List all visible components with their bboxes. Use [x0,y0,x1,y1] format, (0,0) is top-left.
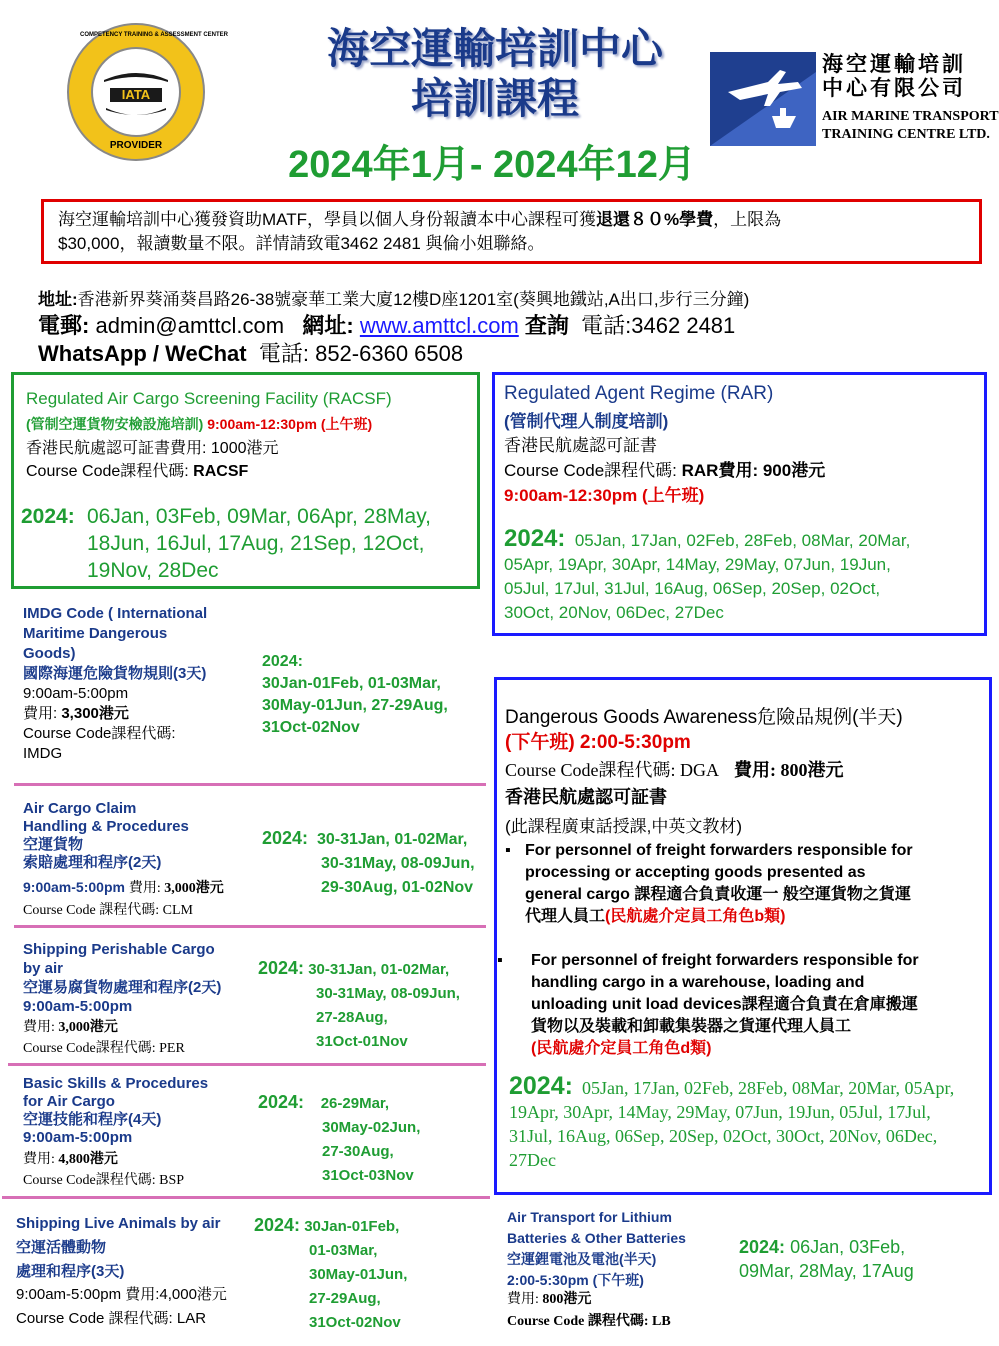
dga-time: (下午班) 2:00-5:30pm [505,732,691,753]
racsf-code: Course Code課程代碼: RACSF [26,463,249,480]
dga-dates: 2024: 05Jan, 17Jan, 02Feb, 28Feb, 08Mar, 20Mar, 05Apr, 19Apr, 30Apr, 14May, 29May, 07Jun, 19Jun, 05Jul, 17Jul, 31Jul, 16Aug, 06Sep, 20Sep, 02Oct, 30Oct, 20Nov, 06Dec, 27Dec [509,1072,955,1170]
per-details: 費用: 3,000港元 Course Code課程代碼: PER [23,1020,185,1056]
social-phone-label: 電話: [258,341,309,366]
bsp-dates: 2024: 26-29Mar, 30May-02Jun, 27-30Aug, 31Oct-03Nov [258,1092,421,1184]
dga-bullet-2: ▪ For personnel of freight forwarders responsible for handling cargo in a warehouse, loading and unloading unit load devices課程適合負責在倉庫搬運 貨物以及裝載和卸載集裝器之貨運代理人員工 (民航處介定員工角色d類) [497,952,919,1057]
lar-title: Shipping Live Animals by air 空運活體動物 處理和程序(3天) [16,1215,221,1280]
phone-text: 3462 2481 [631,313,736,338]
racsf-title-en: Regulated Air Cargo Screening Facility (RACSF) [26,389,392,408]
bsp-details: 費用: 4,800港元 Course Code課程代碼: BSP [23,1152,185,1188]
social-phone: 852-6360 6508 [315,341,464,366]
title-line-2: 培訓課程 [410,75,579,122]
address-line [38,285,749,310]
divider [14,783,486,786]
imdg-details: 9:00am-5:00pm 費用: 3,300港元 Course Code課程代碼: IMDG [23,685,176,762]
iata-ring-text: COMPETENCY TRAINING & ASSESSMENT CENTER [80,32,229,38]
company-name-cn-1: 海空運輸培訓 [822,52,966,76]
racsf-dates: 06Jan, 03Feb, 09Mar, 06Apr, 28May, 18Jun, 16Jul, 17Aug, 21Sep, 12Oct, 19Nov, 28Dec [87,505,431,582]
address-text: 香港新界葵涌葵昌路26-38號豪華工業大廈12樓D座1201室(葵興地鐵站,A出口,步行三分鐘) [77,290,750,309]
clm-title: Air Cargo Claim Handling & Procedures 空運貨物 索賠處理和程序(2天) [23,800,189,871]
rar-course-box [492,372,987,636]
social-line [38,337,463,368]
dga-bullet-1: ▪ For personnel of freight forwarders responsible for processing or accepting goods presented as general cargo 課程適合負責收運一 般空運貨物之貨運 代理人員工(民航處介定員工角色b類) [505,842,913,925]
per-dates: 2024: 30-31Jan, 01-02Mar, 30-31May, 08-09Jun, 27-28Aug, 31Oct-01Nov [258,958,460,1050]
website-link[interactable]: www.amttcl.com [359,313,519,338]
enquiry-label: 查詢 [524,313,569,338]
dga-cert: 香港民航處認可証書 [505,787,667,807]
lar-details: 9:00am-5:00pm 費用:4,000港元 Course Code 課程代碼: LAR [16,1286,227,1327]
dga-title: Dangerous Goods Awareness危險品規例(半天) [505,707,903,728]
rar-title-cn: (管制代理人制度培訓) [504,412,669,431]
email-line [38,309,735,340]
racsf-time: 9:00am-12:30pm (上午班) [207,416,373,432]
bsp-title: Basic Skills & Procedures for Air Cargo 空運技能和程序(4天) 9:00am-5:00pm [23,1075,209,1146]
dga-note: (此課程廣東話授課,中英文教材) [505,817,743,836]
lb-details: 費用: 800港元 Course Code 課程代碼: LB [507,1292,671,1329]
period-title: 2024年1月- 2024年12月 [288,144,696,186]
divider [2,1196,490,1199]
subsidy-notice [41,199,982,264]
per-title: Shipping Perishable Cargo by air 空運易腐貨物處理和程序(2天) 9:00am-5:00pm [23,941,222,1015]
iata-center-text: IATA [121,87,151,102]
address-label: 地址: [38,290,78,309]
email-text: admin@amttcl.com [95,313,285,338]
racsf-course-box [11,372,480,589]
imdg-dates: 2024: 30Jan-01Feb, 01-03Mar, 30May-01Jun, 27-29Aug, 31Oct-02Nov [262,653,448,736]
notice-refund: 退還８０%學費 [596,210,714,229]
notice-text-1: 海空運輸培訓中心獲發資助MATF，學員以個人身份報讀本中心課程可獲 [58,210,597,229]
company-name-cn-2: 中心有限公司 [822,76,966,100]
racsf-year: 2024: [21,505,75,528]
racsf-title-cn: (管制空運貨物安檢設施培訓) [26,416,204,432]
racsf-fee: 香港民航處認可証書費用: 1000港元 [26,440,279,457]
divider [8,1063,486,1066]
iata-provider-text: PROVIDER [109,140,163,151]
dga-code: Course Code課程代碼: DGA 費用: 800港元 [505,760,844,780]
company-name-en-1: AIR MARINE TRANSPORT [822,109,999,124]
divider [14,925,486,928]
lb-dates: 2024: 06Jan, 03Feb, 09Mar, 28May, 17Aug [739,1237,914,1281]
company-name-en-2: TRAINING CENTRE LTD. [822,127,990,142]
plane-ship-logo-icon [710,52,816,146]
lar-dates: 2024: 30Jan-01Feb, 01-03Mar, 30May-01Jun, 27-29Aug, 31Oct-02Nov [254,1215,408,1331]
social-label: WhatsApp / WeChat [38,341,247,366]
rar-cert: 香港民航處認可証書 [504,436,657,455]
bullet-icon: ▪ [497,952,503,969]
page-title [290,24,700,124]
dga-course-box [494,677,992,1195]
company-logo [710,52,999,152]
phone-label: 電話: [581,313,632,338]
iata-badge [66,22,229,162]
rar-title-en: Regulated Agent Regime (RAR) [504,383,774,404]
notice-text-3: $30,000，報讀數量不限。詳情請致電3462 2481 與倫小姐聯絡。 [58,234,545,253]
email-label: 電郵: [38,313,90,338]
title-line-1: 海空運輸培訓中心 [326,25,663,72]
clm-details: 9:00am-5:00pm 費用: 3,000港元 Course Code 課程代碼: CLM [23,879,224,918]
clm-dates: 2024: 30-31Jan, 01-02Mar, 30-31May, 08-09Jun, 29-30Aug, 01-02Nov [262,828,475,896]
rar-code: Course Code課程代碼: RAR費用: 900港元 [504,461,826,480]
rar-dates: 2024: 05Jan, 17Jan, 02Feb, 28Feb, 08Mar, 20Mar, 05Apr, 19Apr, 30Apr, 14May, 29May, 07Jun, 19Jun, 05Jul, 17Jul, 31Jul, 16Aug, 06Sep, 20Sep, 02Oct, 30Oct, 20Nov, 06Dec, 27Dec [504,525,911,622]
rar-time: 9:00am-12:30pm (上午班) [504,486,705,505]
imdg-title: IMDG Code ( International Maritime Dangerous Goods) 國際海運危險貨物規則(3天) [23,605,208,682]
notice-text-2: ，上限為 [713,210,782,229]
lb-title: Air Transport for Lithium Batteries & Other Batteries 空運鋰電池及電池(半天) 2:00-5:30pm (下午班) [507,1209,686,1288]
bullet-icon: ▪ [505,842,511,859]
web-label: 網址: [302,313,354,338]
